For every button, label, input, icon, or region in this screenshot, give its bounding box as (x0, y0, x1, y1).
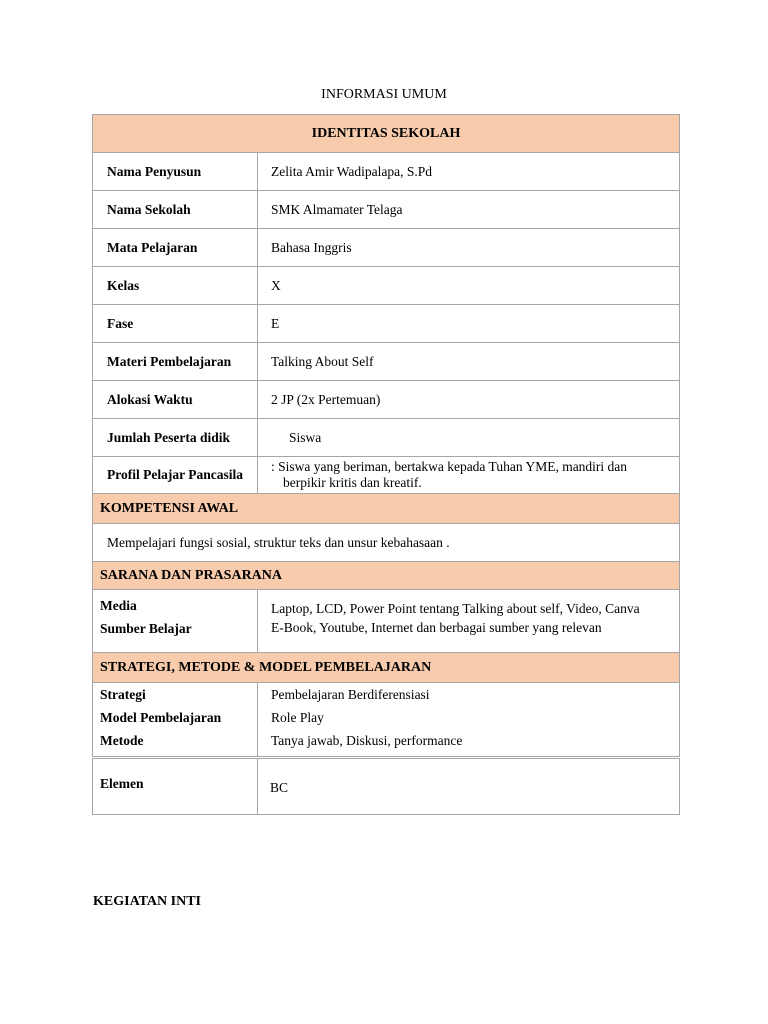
identitas-sekolah-header: IDENTITAS SEKOLAH (93, 115, 680, 153)
row-label-materi: Materi Pembelajaran (93, 343, 258, 381)
sarana-value-line-1: Laptop, LCD, Power Point tentang Talking about self, Video, Canva (271, 601, 640, 616)
value-model-pembelajaran: Role Play (271, 710, 324, 725)
strategi-metode-header: STRATEGI, METODE & MODEL PEMBELAJARAN (93, 653, 680, 683)
kompetensi-header-row (93, 494, 680, 524)
row-label-mata-pelajaran: Mata Pelajaran (93, 229, 258, 267)
page-title: INFORMASI UMUM (321, 87, 447, 102)
kompetensi-awal-header: KOMPETENSI AWAL (93, 494, 680, 524)
sarana-value-line-2: E-Book, Youtube, Internet dan berbagai sumber yang relevan (271, 620, 602, 635)
kegiatan-inti-heading: KEGIATAN INTI (93, 894, 202, 909)
table-row (93, 229, 680, 267)
label-elemen: Elemen (93, 758, 258, 815)
table-row (93, 267, 680, 305)
table-row (93, 524, 680, 562)
label-model-pembelajaran: Model Pembelajaran (100, 710, 222, 725)
sarana-header-row (93, 562, 680, 590)
strategi-header-row (93, 653, 680, 683)
row-value-fase: E (258, 305, 680, 343)
table-row (93, 305, 680, 343)
row-label-nama-sekolah: Nama Sekolah (93, 191, 258, 229)
row-value-alokasi-waktu: 2 JP (2x Pertemuan) (258, 381, 680, 419)
row-value-materi: Talking About Self (258, 343, 680, 381)
table-row (93, 343, 680, 381)
row-value-nama-penyusun: Zelita Amir Wadipalapa, S.Pd (258, 153, 680, 191)
row-value-nama-sekolah: SMK Almamater Telaga (258, 191, 680, 229)
row-label-kelas: Kelas (93, 267, 258, 305)
table-row (93, 683, 680, 758)
value-metode: Tanya jawab, Diskusi, performance (271, 733, 463, 748)
row-label-nama-penyusun: Nama Penyusun (93, 153, 258, 191)
profil-line-2: berpikir kritis dan kreatif. (283, 475, 422, 490)
row-value-kelas: X (258, 267, 680, 305)
sarana-prasarana-header: SARANA DAN PRASARANA (93, 562, 680, 590)
label-metode: Metode (100, 733, 144, 748)
profil-line-1: : Siswa yang beriman, bertakwa kepada Tuhan YME, mandiri dan (271, 459, 628, 474)
row-label-fase: Fase (93, 305, 258, 343)
value-elemen: BC (258, 758, 680, 815)
label-strategi: Strategi (100, 687, 146, 702)
row-label-alokasi-waktu: Alokasi Waktu (93, 381, 258, 419)
kompetensi-awal-text: Mempelajari fungsi sosial, struktur teks dan unsur kebahasaan . (93, 524, 680, 562)
label-sumber-belajar: Sumber Belajar (100, 621, 192, 636)
table-row (93, 381, 680, 419)
row-label-jumlah-peserta: Jumlah Peserta didik (93, 419, 258, 457)
row-label-profil-pelajar: Profil Pelajar Pancasila (93, 457, 258, 494)
table-row (93, 191, 680, 229)
table-row (93, 419, 680, 457)
label-media: Media (100, 598, 137, 613)
informasi-umum-table (92, 114, 680, 815)
row-value-jumlah-peserta: Siswa (289, 429, 322, 445)
table-row (93, 590, 680, 653)
value-strategi: Pembelajaran Berdiferensiasi (271, 687, 430, 702)
identitas-header-row (93, 115, 680, 153)
table-row (93, 758, 680, 815)
row-value-mata-pelajaran: Bahasa Inggris (258, 229, 680, 267)
table-row (93, 457, 680, 494)
row-value-profil-pelajar (271, 457, 667, 491)
table-row (93, 153, 680, 191)
